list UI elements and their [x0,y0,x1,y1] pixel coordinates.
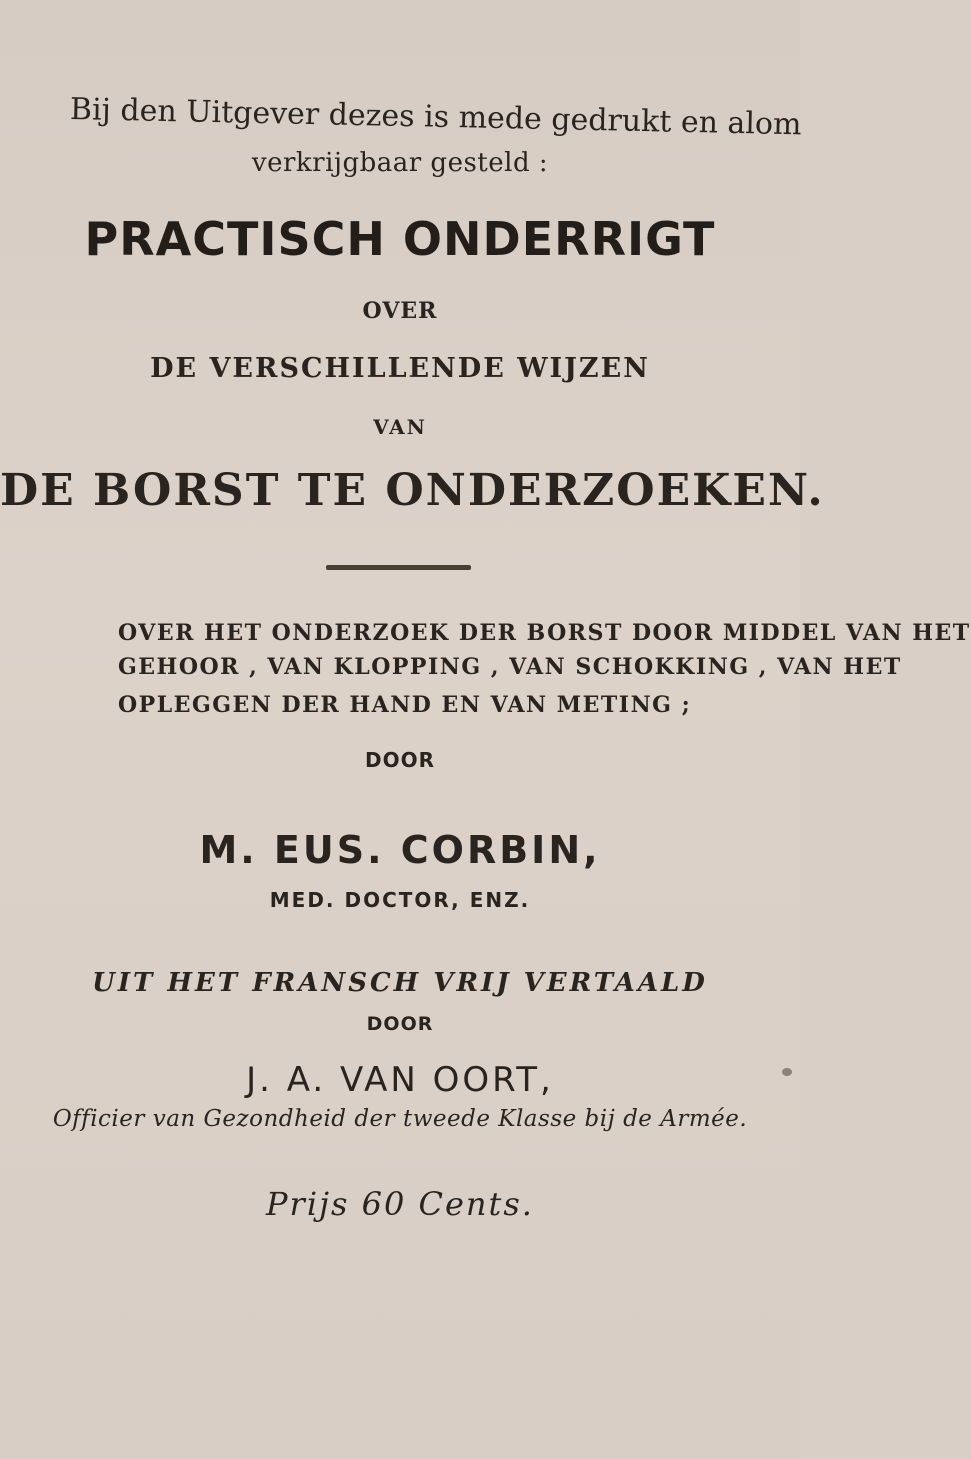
translation-note: UIT HET FRANSCH VRIJ VERTAALD [92,968,708,998]
ink-speck [782,1068,792,1076]
title-subject-2: DE BORST TE ONDERZOEKEN. [0,465,825,516]
author-name: M. EUS. CORBIN, [199,828,601,872]
divider-rule [326,565,471,570]
intro-line-1: Bij den Uitgever dezes is mede gedrukt en alom [69,92,802,143]
author-door: DOOR [364,748,435,772]
translator-name: J. A. VAN OORT, [246,1060,554,1100]
translator-door: DOOR [366,1013,434,1035]
title-over: OVER [362,298,438,324]
description-line-2: GEHOOR , VAN KLOPPING , VAN SCHOKKING , VAN HET [118,654,902,680]
author-degree: MED. DOCTOR, ENZ. [269,888,531,912]
title-van: VAN [373,415,427,439]
book-title: PRACTISCH ONDERRIGT [84,212,716,266]
title-subject: DE VERSCHILLENDE WIJZEN [150,353,650,384]
intro-line-2: verkrijgbaar gesteld : [251,148,549,178]
description-line-1: OVER HET ONDERZOEK DER BORST DOOR MIDDEL VAN HET [118,620,971,646]
description-line-3: OPLEGGEN DER HAND EN VAN METING ; [118,692,692,718]
price: Prijs 60 Cents. [266,1185,534,1223]
translator-rank: Officier van Gezondheid der tweede Klasse bij de Armée. [52,1106,748,1132]
